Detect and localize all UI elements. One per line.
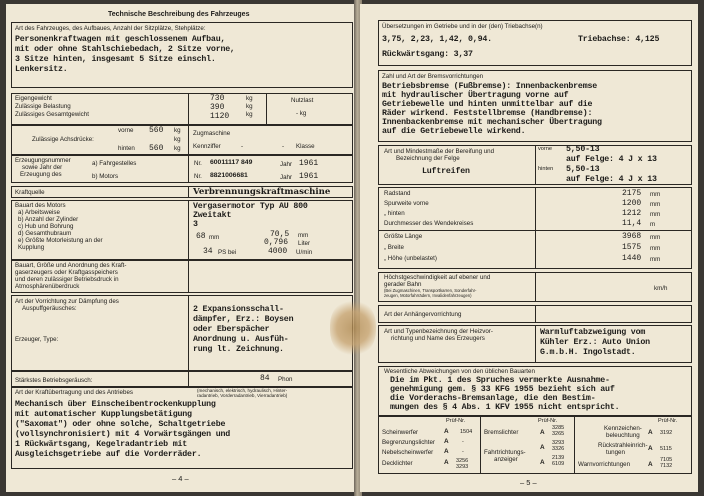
auspuff-label: Art der Vorrichtung zur Dämpfung des — [15, 298, 119, 305]
motor-label: c) Hub und Bohrung — [18, 223, 74, 230]
abweichungen-line: Die im Pkt. 1 des Spruches vermerkte Ausnahme- — [390, 376, 610, 385]
spurweite-hinten-value: 1212 — [622, 209, 642, 218]
eigengewicht-label: Eigengewicht — [15, 95, 52, 102]
unit: mm — [298, 232, 309, 239]
hoehe-label: „ Höhe (unbelastet) — [384, 255, 437, 262]
belastung-value: 390 — [210, 103, 225, 112]
pruef-mark: A — [444, 459, 449, 466]
kraftuebertragung-note: (mechanisch, elektrisch, hydraulisch, Hinter- — [197, 388, 288, 393]
auspuff-line: oder Eberspächer — [193, 325, 270, 334]
aufbau-line: Personenkraftwagen mit geschlossenem Aufbau, — [15, 35, 226, 44]
motor-arbeitsweise: Vergasermotor Typ AU 800 — [193, 202, 308, 211]
vorne-label: vorne — [538, 146, 552, 152]
spurweite-hinten-label: „ hinten — [384, 210, 405, 217]
achsdruck-vorne-value: 560 — [149, 126, 164, 135]
kraftgas-label: Atmosphärenüberdruck — [15, 283, 80, 290]
uebersetzung-label: Übersetzungen im Getriebe und in der (den) Triebachse(n) — [382, 23, 543, 30]
rueckstrahleinrichtungen-label: Rückstrahleinrich- — [598, 442, 648, 449]
achsdruecke-label: Zulässige Achsdrücke: — [32, 136, 94, 143]
kraftgas-label: gaserzeugers oder Kraftgasspeichers — [15, 269, 118, 276]
unit: Phon — [278, 376, 293, 383]
heizung-line: Warmluftabzweigung vom — [540, 328, 646, 337]
kraftuebertragung-line: mit automatischer Kupplungsbetätigung — [15, 410, 192, 419]
motor-drehzahl: 4000 — [268, 247, 288, 256]
kraftuebertragung-line: 1 Rückwärtsgang, Kegelradantrieb mit — [15, 440, 188, 449]
achsdruck-hinten-value: 560 — [149, 144, 164, 153]
kennziffer-value: - — [241, 143, 244, 150]
breite-value: 1575 — [622, 243, 642, 252]
fahrgestell-label: a) Fahrgestelles — [92, 160, 137, 167]
page-right — [360, 4, 698, 492]
auspuff-line: dämpfer, Erz.: Boysen — [193, 315, 294, 324]
spurweite-vorne-value: 1200 — [622, 199, 642, 208]
pruef-mark: A — [444, 448, 449, 455]
paper-stain — [330, 300, 376, 356]
unit: mm — [650, 245, 661, 252]
auspuff-line: Anordnung u. Ausfüh- — [193, 335, 289, 344]
heizung-label: Art und Typenbezeichnung der Heizvor- — [384, 328, 493, 335]
hinten-label: hinten — [118, 145, 135, 152]
bereifung-label: Art und Mindestmaße der Bereifung und — [384, 148, 495, 155]
unit: mm — [650, 211, 661, 218]
page-number: – 4 – — [172, 474, 189, 483]
pruef-nr: 5115 — [660, 446, 672, 452]
breite-label: „ Breite — [384, 244, 404, 251]
aufbau-line: 3 Sitze hinten, insgesamt 5 Sitze einschl. — [15, 55, 216, 64]
fahrgestell-nr: 60011117 849 — [210, 159, 253, 166]
motor-label: e) Größte Motorleistung an der — [18, 237, 103, 244]
felge-vorne: auf Felge: 4 J x 13 — [566, 155, 657, 164]
motor-label: a) Arbeitsweise — [18, 209, 60, 216]
pruef-mark: A — [540, 444, 545, 451]
unit: kg — [174, 136, 181, 143]
aufbau-line: mit oder ohne Stahlschiebedach, 2 Sitze vorne, — [15, 45, 235, 54]
bereifung-type: Luftreifen — [422, 167, 470, 176]
abweichungen-line: mungen des § 4 Abs. 1 KFV 1955 nicht entspricht. — [390, 403, 620, 412]
unit: kg — [246, 111, 253, 118]
geraeusch-value: 84 — [260, 374, 270, 383]
bremsen-line: auf die Getriebewelle wirkend. — [382, 127, 526, 136]
felge-hinten: auf Felge: 4 J x 13 — [566, 175, 657, 184]
unit: Liter — [298, 240, 311, 247]
anhaenger-label: Art der Anhängervorrichtung — [384, 311, 462, 318]
vorne-label: vorne — [118, 127, 134, 134]
auspuff-line: 2 Expansionsschall- — [193, 305, 284, 314]
gesamtgewicht-value: 1120 — [210, 112, 230, 121]
radstand-label: Radstand — [384, 190, 411, 197]
triebachse-value: Triebachse: 4,125 — [578, 35, 660, 44]
pruef-nr: 3192 — [660, 430, 673, 436]
pruef-nr: 3256 3293 — [456, 458, 469, 470]
kraftuebertragung-line: Ausgleichsgetriebe auf die Vorderräder. — [15, 450, 202, 459]
scheinwerfer-label: Scheinwerfer — [382, 429, 419, 436]
unit: kg — [246, 103, 253, 110]
pruef-mark: A — [444, 438, 449, 445]
fahrgestell-jahr: 1961 — [299, 159, 319, 168]
heizung-line: Kühler Erz.: Auto Union — [540, 338, 650, 347]
spurweite-vorne-label: Spurweite vorne — [384, 200, 429, 207]
kraftquelle-value: Verbrennungskraftmaschine — [193, 187, 331, 197]
belastung-label: Zulässige Belastung — [15, 103, 71, 110]
pruef-mark: A — [540, 429, 545, 436]
nutzlast-unit: - kg — [296, 110, 307, 117]
page-left — [6, 4, 356, 492]
motor-nr: 8821006681 — [210, 172, 248, 179]
page-number: – 5 – — [520, 478, 537, 487]
aufbau-label: Art des Fahrzeuges, des Aufbaues, Anzahl der Sitzplätze, Stehplätze: — [15, 25, 206, 32]
warnvorrichtungen-label: Warnvorrichtungen — [578, 461, 631, 468]
unit: m — [650, 221, 656, 228]
erzeugung-label: Erzeugungsnummer — [15, 157, 71, 164]
abweichungen-line: die Vorderachs-Bremsanlage, die den Bestim- — [390, 394, 596, 403]
klasse-label: Klasse — [296, 143, 315, 150]
kraftuebertragung-label: Art der Kraftübertragung und des Antriebes — [15, 389, 133, 396]
geschwindigkeit-label: Höchstgeschwindigkeit auf ebener und — [384, 274, 491, 281]
gesamtgewicht-label: Zulässiges Gesamtgewicht — [15, 111, 89, 118]
laenge-label: Größte Länge — [384, 233, 423, 240]
motor-label: d) Gesamthubraum — [18, 230, 72, 237]
decklichter-label: Decklichter — [382, 460, 413, 467]
unit: kg — [174, 145, 181, 152]
nutzlast-label: Nutzlast — [291, 97, 314, 104]
kraftuebertragung-line: ("Saxomat") oder ohne solche, Schaltgetriebe — [15, 420, 226, 429]
nr-label: Nr. — [194, 173, 202, 180]
kraftuebertragung-line: Mechanisch über Einscheibentrockenkupplung — [15, 400, 216, 409]
kraftgas-label: Bauart, Größe und Anordnung des Kraft- — [15, 262, 127, 269]
jahr-label: Jahr — [280, 161, 293, 168]
motor-label: Kupplung — [18, 244, 45, 251]
pruef-nr: 7105 7132 — [660, 457, 673, 469]
bereifung-label: Bezeichnung der Felge — [396, 155, 460, 162]
motor-zylinder: 3 — [193, 220, 198, 229]
kennzeichenbeleuchtung-label: Kennzeichen- — [604, 425, 642, 432]
zugmaschine-label: Zugmaschine — [193, 130, 231, 137]
kraftgas-label: und deren zulässiger Betriebsdruck in — [15, 276, 119, 283]
pruef-nr: 2139 6109 — [552, 455, 565, 467]
uebersetzung-values: 3,75, 2,23, 1,42, 0,94. — [382, 35, 492, 44]
bremsen-line: mit hydraulischer Übertragung vorne auf — [382, 91, 569, 100]
unit: kg — [246, 95, 253, 102]
eigengewicht-value: 730 — [210, 94, 225, 103]
motor-label: b) Motors — [92, 173, 119, 180]
erzeugung-label: Erzeugung des — [20, 171, 62, 178]
laenge-value: 3968 — [622, 232, 642, 241]
rueckstrahleinrichtungen-label: tungen — [606, 449, 625, 456]
kraftuebertragung-note: radantrieb, Vorderradantrieb, Vierradantrieb) — [197, 393, 288, 398]
pruef-mark: A — [648, 445, 653, 452]
motor-hubraum: 0,796 — [264, 238, 289, 247]
fahrtrichtungsanzeiger-label: Fahrtrichtungs- — [484, 449, 526, 456]
bremsen-line: Innenbackenbremse mit mechanischer Übertragung — [382, 118, 602, 127]
pruef-mark: A — [648, 429, 653, 436]
motor-takt: Zweitakt — [193, 211, 232, 220]
heizung-label: richtung und Name des Erzeugers — [391, 335, 485, 342]
wendekreis-label: Durchmesser des Wendekreises — [384, 220, 474, 227]
bremsen-line: Betriebsbremse (Fußbremse): Innenbackenbremse — [382, 82, 598, 91]
klasse-value: - — [282, 143, 285, 150]
pruef-mark: A — [540, 459, 545, 466]
kennzeichenbeleuchtung-label: beleuchtung — [606, 432, 640, 439]
nebelscheinwerfer-label: Nebelscheinwerfer — [382, 449, 434, 456]
motor-label: b) Anzahl der Zylinder — [18, 216, 79, 223]
unit: mm — [650, 256, 661, 263]
radstand-value: 2175 — [622, 189, 642, 198]
unit: U/min — [296, 249, 313, 256]
unit: mm — [650, 234, 661, 241]
pruef-nr: 3293 3326 — [552, 440, 565, 452]
geschwindigkeit-note: zeugen, Motorfahrrädern, Invalidenfahrzeugen) — [384, 293, 472, 298]
geschwindigkeit-note: (Bei Zugmaschinen, Transportkarren, Sonderfahr- — [384, 288, 477, 293]
bremsen-label: Zahl und Art der Bremsvorrichtungen — [382, 73, 484, 80]
heizung-line: G.m.b.H. Ingolstadt. — [540, 348, 636, 357]
pruef-nr: - — [462, 449, 464, 455]
pruef-nr: 3285 3265 — [552, 425, 565, 437]
unit: kg — [174, 127, 181, 134]
fahrtrichtungsanzeiger-label: anzeiger — [494, 456, 518, 463]
jahr-label: Jahr — [280, 174, 293, 181]
reifen-vorne: 5,50-13 — [566, 145, 600, 154]
pruef-nr: 1504 — [460, 429, 473, 435]
kraftuebertragung-line: (vollsynchronisiert) mit 4 Vorwärtsgängen und — [15, 430, 231, 439]
bremsen-line: Räder wirkend. Feststellbremse (Handbremse): — [382, 109, 593, 118]
rueckwaerts-value: Rückwärtsgang: 3,37 — [382, 50, 473, 59]
hoehe-value: 1440 — [622, 254, 642, 263]
kraftquelle-label: Kraftquelle — [15, 189, 45, 196]
motor-label: Bauart des Motors — [15, 202, 66, 209]
motor-hub: 68 — [196, 232, 206, 241]
nr-label: Nr. — [194, 160, 202, 167]
pruefnr-header: Prüf-Nr. — [658, 418, 678, 424]
unit: mm — [650, 191, 661, 198]
unit: km/h — [654, 285, 668, 292]
geraeusch-label: Stärkstes Betriebsgeräusch: — [15, 377, 93, 384]
motor-ps: 34 — [203, 247, 213, 256]
wendekreis-value: 11,4 — [622, 219, 642, 228]
abweichungen-label: Wesentliche Abweichungen von den üblichen Bauarten — [384, 368, 535, 375]
reifen-hinten: 5,50-13 — [566, 165, 600, 174]
pruefnr-header: Prüf-Nr. — [446, 418, 466, 424]
page-title: Technische Beschreibung des Fahrzeuges — [108, 11, 250, 18]
bremsen-line: Getriebewelle und hinten unmittelbar auf die — [382, 100, 593, 109]
pruefnr-header: Prüf-Nr. — [538, 418, 558, 424]
kennziffer-label: Kennziffer — [193, 143, 221, 150]
aufbau-line: Lenkersitz. — [15, 65, 68, 74]
hinten-label: hinten — [538, 166, 554, 172]
motor-bohrung: 70,5 — [270, 230, 290, 239]
motor-jahr: 1961 — [299, 172, 319, 181]
bremslichter-label: Bremslichter — [484, 429, 519, 436]
unit: mm — [650, 201, 661, 208]
pruef-mark: A — [444, 428, 449, 435]
ps-bei-label: PS bei — [218, 249, 237, 256]
pruef-mark: A — [648, 461, 653, 468]
pruef-nr: - — [462, 439, 464, 445]
auspuff-line: rung lt. Zeichnung. — [193, 345, 284, 354]
erzeugung-label: sowie Jahr der — [22, 164, 63, 171]
auspuff-label: Auspuffgeräusches: — [22, 305, 77, 312]
erzeuger-label: Erzeuger, Type: — [15, 336, 59, 343]
abweichungen-line: genehmigung gem. § 33 KFG 1955 bezieht sich auf — [390, 385, 615, 394]
unit: mm — [209, 234, 220, 241]
begrenzungslichter-label: Begrenzungslichter — [382, 439, 435, 446]
geschwindigkeit-label: gerader Bahn — [384, 281, 422, 288]
